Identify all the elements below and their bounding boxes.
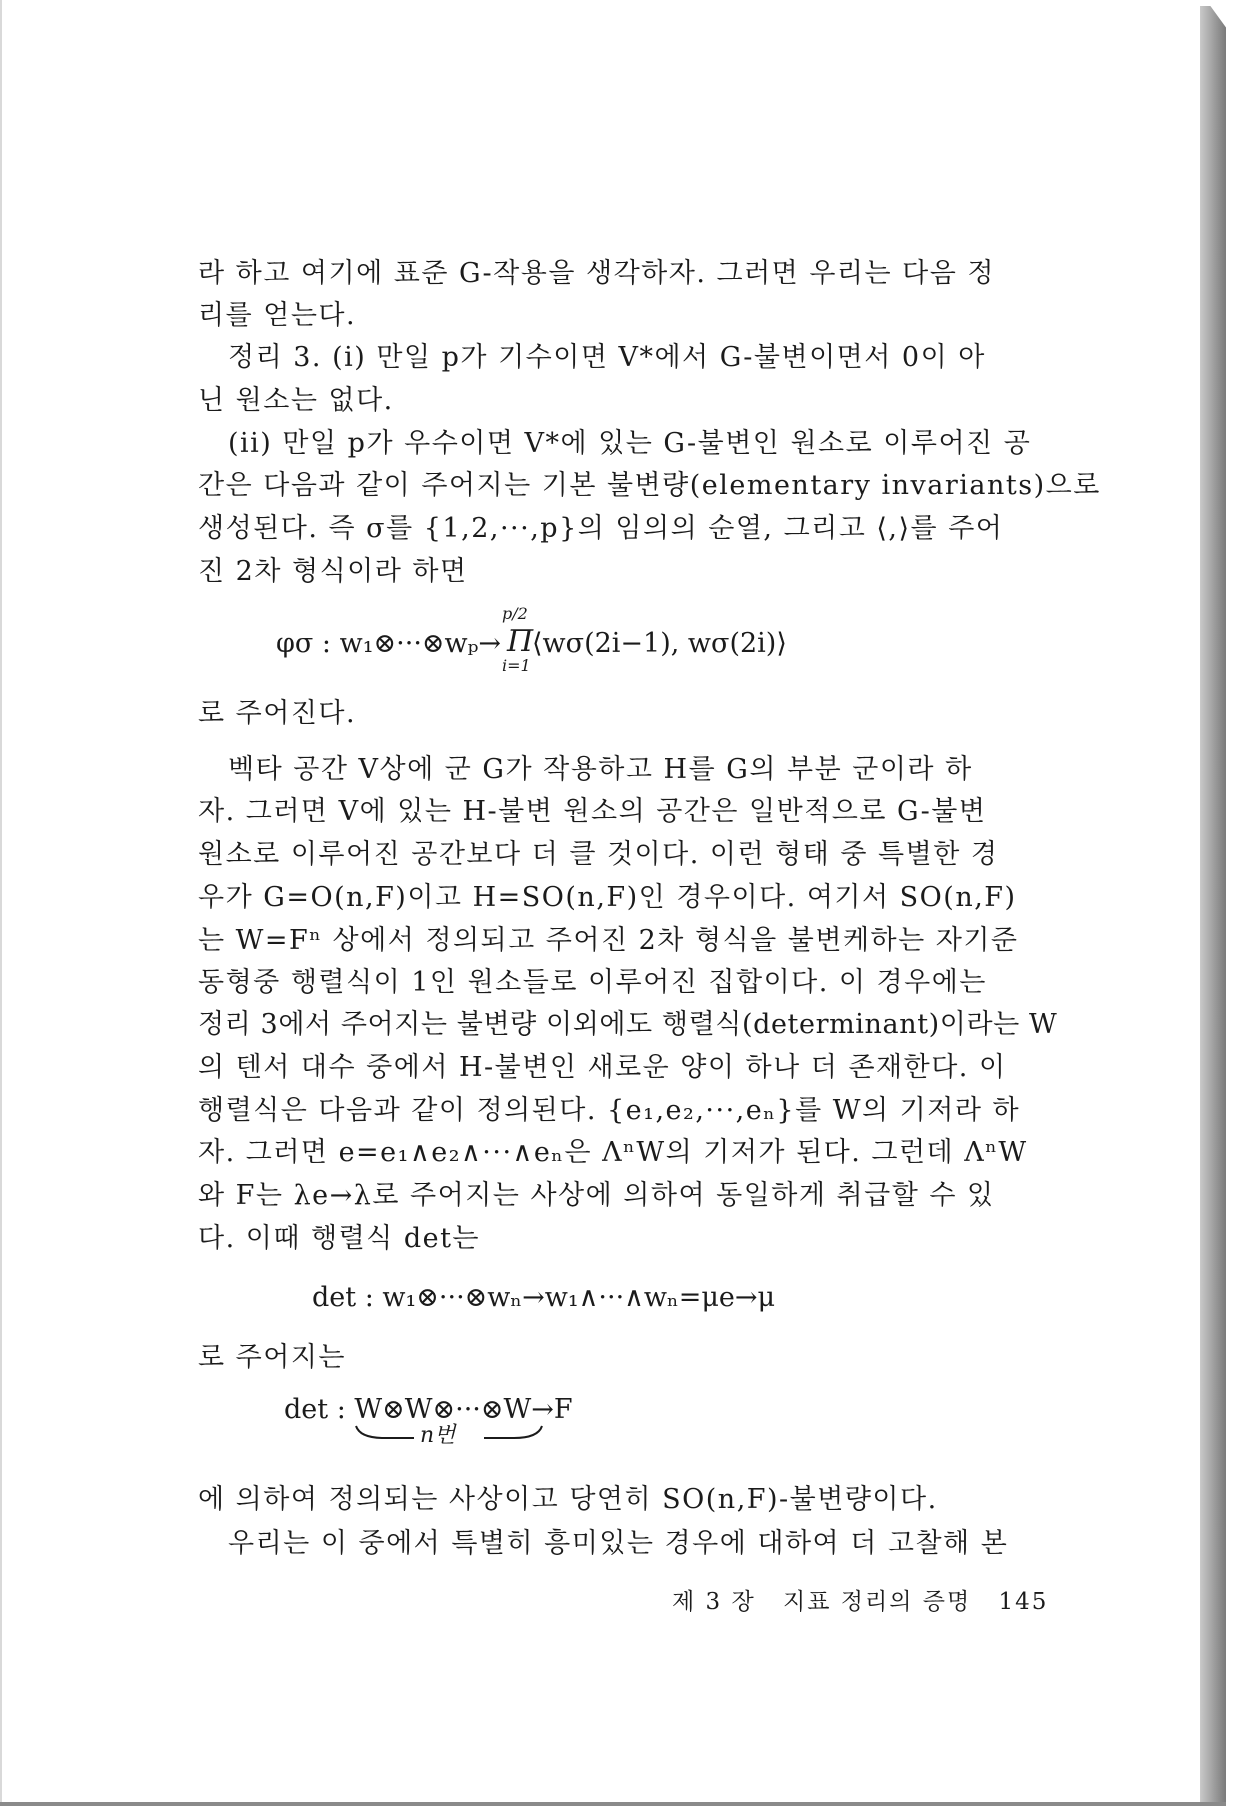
- underbrace-label: n번: [420, 1423, 456, 1448]
- formula-phi-lhs: φσ : w₁⊗···⊗wₚ→: [276, 628, 502, 659]
- text-line: 와 F는 λe→λ로 주어지는 사상에 의하여 동일하게 취급할 수 있: [198, 1180, 995, 1211]
- text-line: 로 주어지는: [198, 1342, 346, 1373]
- page-edge-shadow: [1200, 6, 1226, 1802]
- text-line: 행렬식은 다음과 같이 정의된다. {e₁,e₂,···,eₙ}를 W의 기저라 하: [198, 1095, 1021, 1126]
- text-line: 진 2차 형식이라 하면: [198, 556, 468, 587]
- page-bottom-shadow: [0, 1802, 1226, 1806]
- text-line: 원소로 이루어진 공간보다 더 클 것이다. 이런 형태 중 특별한 경: [198, 839, 999, 870]
- text-line: 간은 다음과 같이 주어지는 기본 불변량(elementary invariants)으로: [198, 470, 1101, 501]
- text-line: 리를 얻는다.: [198, 300, 357, 331]
- theorem-heading-line: 정리 3. (i) 만일 p가 기수이면 V*에서 G-불변이면서 0이 아: [228, 342, 986, 373]
- page-number: 145: [998, 1589, 1049, 1615]
- text-line: 닌 원소는 없다.: [198, 385, 394, 416]
- text-line: (ii) 만일 p가 우수이면 V*에 있는 G-불변인 원소로 이루어진 공: [228, 428, 1032, 459]
- text-line: 는 W=Fⁿ 상에서 정의되고 주어진 2차 형식을 불변케하는 자기준: [198, 925, 1019, 956]
- text-line: 정리 3에서 주어지는 불변량 이외에도 행렬식(determinant)이라는 W: [198, 1009, 1058, 1040]
- text-line: 라 하고 여기에 표준 G-작용을 생각하자. 그러면 우리는 다음 정: [198, 258, 995, 289]
- text-line: 로 주어진다.: [198, 698, 357, 729]
- chapter-label: 제 3 장: [672, 1589, 756, 1615]
- text-line: 동형중 행렬식이 1인 원소들로 이루어진 집합이다. 이 경우에는: [198, 967, 987, 998]
- running-footer: [672, 1583, 1066, 1616]
- product-symbol: Π: [507, 624, 534, 659]
- text-line: 다. 이때 행렬식 det는: [198, 1223, 481, 1254]
- text-line: 우가 G=O(n,F)이고 H=SO(n,F)인 경우이다. 여기서 SO(n,F): [198, 882, 1017, 913]
- formula-det-definition: det : w₁⊗···⊗wₙ→w₁∧···∧wₙ=μe→μ: [312, 1282, 776, 1313]
- text-line: 벡타 공간 V상에 군 G가 작용하고 H를 G의 부분 군이라 하: [228, 754, 973, 785]
- formula-phi-rhs: ⟨wσ(2i−1), wσ(2i)⟩: [532, 628, 787, 659]
- text-line: 의 텐서 대수 중에서 H-불변인 새로운 양이 하나 더 존재한다. 이: [198, 1052, 1007, 1083]
- formula-det-map: det : W⊗W⊗···⊗W→F: [284, 1394, 573, 1425]
- text-line: 에 의하여 정의되는 사상이고 당연히 SO(n,F)-불변량이다.: [198, 1484, 938, 1515]
- section-title: 지표 정리의 증명: [783, 1589, 972, 1615]
- text-line: 자. 그러면 e=e₁∧e₂∧···∧eₙ은 ΛⁿW의 기저가 된다. 그런데 ΛⁿW: [198, 1137, 1028, 1168]
- text-line: 우리는 이 중에서 특별히 흥미있는 경우에 대하여 더 고찰해 본: [228, 1528, 1009, 1559]
- text-line: 자. 그러면 V에 있는 H-불변 원소의 공간은 일반적으로 G-불변: [198, 796, 987, 827]
- text-line: 생성된다. 즉 σ를 {1,2,···,p}의 임의의 순열, 그리고 ⟨,⟩를 주어: [198, 513, 1004, 544]
- product-upper-limit: p/2: [502, 604, 528, 623]
- product-lower-limit: i=1: [502, 656, 531, 675]
